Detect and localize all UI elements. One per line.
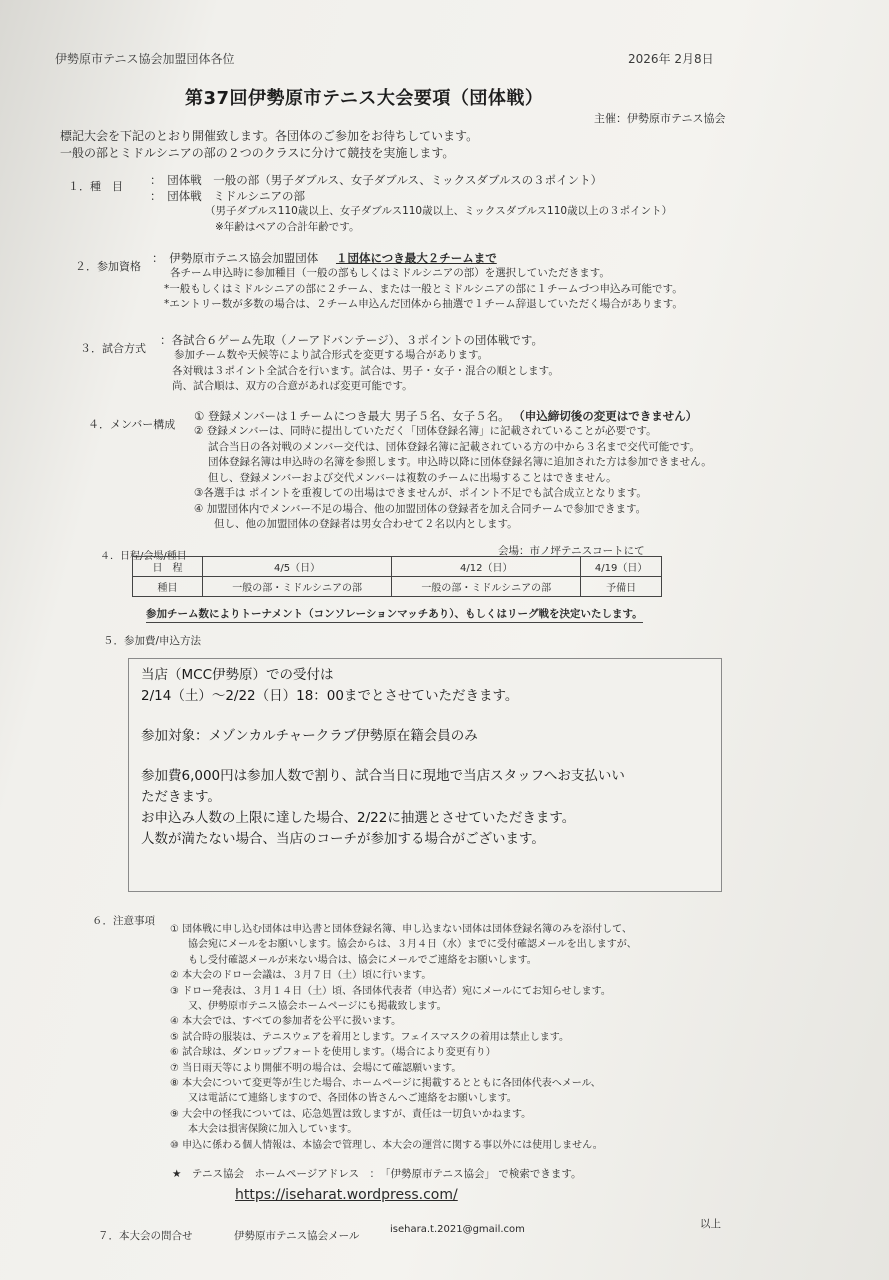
section-line: 但し、登録メンバーおよび交代メンバーは複数のチームに出場することはできません。 — [208, 471, 617, 484]
section-6-label: ６．注意事項 — [92, 915, 155, 927]
note-line: 本大会は損害保険に加入しています。 — [188, 1124, 358, 1136]
contact-name: 伊勢原市テニス協会メール — [234, 1230, 360, 1242]
note-line: ③ ドロー発表は、３月１４日（土）頃、各団体代表者（申込者）宛にメールにてお知らせします。 — [170, 985, 611, 997]
note-line: ① 団体戦に申し込む団体は申込書と団体登録名簿、申し込まない団体は団体登録名簿のみを添付して、 — [170, 924, 632, 935]
end-mark: 以上 — [700, 1218, 721, 1230]
note-line: ⑧ 本大会について変更等が生じた場合、ホームページに掲載するとともに各団体代表へメール、 — [170, 1078, 601, 1090]
team-limit-emphasis: １団体につき最大２チームまで — [335, 251, 497, 265]
table-header-cell: 日 程 — [133, 557, 203, 577]
notice-line: 参加費6,000円は参加人数で割り、試合当日に現地で当店スタッフへお支払いい — [141, 768, 625, 784]
section-6-body — [170, 922, 637, 1153]
section-4-body — [194, 408, 712, 533]
issue-date: 2026年 2月8日 — [628, 52, 714, 66]
section-line: 各対戦は３ポイント全試合を行います。試合は、男子・女子・混合の順とします。 — [172, 364, 559, 377]
section-2-label: ２．参加資格 — [75, 260, 141, 273]
note-line: ⑥ 試合球は、ダンロップフォートを使用します。（場合により変更有り） — [170, 1047, 496, 1059]
tournament-note: 参加チーム数によりトーナメント（コンソレーションマッチあり）、もしくはリーグ戦を決定いたします。 — [146, 606, 643, 623]
homepage-url-link[interactable]: https://iseharat.wordpress.com/ — [235, 1187, 458, 1203]
intro-line: 標記大会を下記のとおり開催致します。各団体のご参加をお待ちしています。 — [60, 129, 479, 143]
section-line: *エントリー数が多数の場合は、２チーム申込んだ団体から抽選で１チーム辞退していただく場合があります。 — [164, 298, 683, 310]
note-line: ⑨ 大会中の怪我については、応急処置は致しますが、責任は一切負いかねます。 — [170, 1108, 532, 1120]
section-line: 試合当日の各対戦のメンバー交代は、団体登録名簿に記載されている方の中から３名まで交代可能です。 — [208, 440, 700, 453]
note-line: ⑤ 試合時の服装は、テニスウェアを着用とします。フェイスマスクの着用は禁止します。 — [170, 1031, 569, 1043]
section-text: ① 登録メンバーは１チームにつき最大 男子５名、女子５名。 — [194, 409, 510, 423]
section-line: 各チーム申込時に参加種目（一般の部もしくはミドルシニアの部）を選択していただきます。 — [170, 267, 610, 279]
section-line: ③各選手は ポイントを重複しての出場はできませんが、ポイント不足でも試合成立となります。 — [194, 487, 647, 499]
notice-line: 人数が満たない場合、当店のコーチが参加する場合がございます。 — [141, 831, 545, 847]
note-line: ② 本大会のドロー会議は、３月７日（土）頃に行います。 — [170, 970, 432, 982]
schedule-label: ４．日程/会場/種目 — [100, 551, 187, 562]
table-cell: 一般の部・ミドルシニアの部 — [392, 577, 581, 597]
contact-label: ７．本大会の問合せ — [98, 1230, 193, 1242]
section-line: ：各試合６ゲーム先取（ノーアドバンテージ）、３ポイントの団体戦です。 — [160, 333, 543, 347]
section-line: ※年齢はペアの合計年齢です。 — [215, 220, 360, 233]
intro-text — [60, 128, 478, 162]
homepage-line: ★ テニス協会 ホームページアドレス ： 「伊勢原市テニス協会」 で検索できます。 — [172, 1168, 582, 1180]
section-line: *一般もしくはミドルシニアの部に２チーム、または一般とミドルシニアの部に１チームづつ申込み可能です。 — [164, 282, 683, 295]
section-text: ： 伊勢原市テニス協会加盟団体 — [152, 251, 319, 265]
section-3-label: ３．試合方式 — [80, 342, 146, 355]
member-change-emphasis: （申込締切後の変更はできません） — [513, 409, 698, 423]
notice-line: 当店（MCC伊勢原）での受付は — [141, 667, 334, 683]
document-title: 第37回伊勢原市テニス大会要項（団体戦） — [185, 88, 544, 109]
note-line: 協会宛にメールをお願いします。協会からは、３月４日（水）までに受付確認メールを出しますが、 — [188, 939, 637, 951]
section-line: （男子ダブルス110歳以上、女子ダブルス110歳以上、ミックスダブルス110歳以上の３ポイント） — [205, 205, 673, 217]
table-cell: 予備日 — [581, 577, 662, 597]
table-cell: 4/5（日） — [203, 557, 392, 577]
table-cell: 一般の部・ミドルシニアの部 — [203, 577, 392, 597]
section-3-body — [160, 332, 559, 395]
note-line: ⑩ 申込に係わる個人情報は、本協会で管理し、本大会の運営に関する事以外には使用しません。 — [170, 1139, 603, 1151]
contact-email: isehara.t.2021@gmail.com — [390, 1224, 525, 1235]
section-2-body — [152, 250, 683, 313]
addressee: 伊勢原市テニス協会加盟団体各位 — [55, 52, 235, 66]
section-4-label: ４．メンバー構成 — [88, 418, 176, 431]
note-line: もし受付確認メールが来ない場合は、協会にメールでご連絡をお願いします。 — [188, 954, 537, 966]
note-line: ④ 本大会では、すべての参加者を公平に扱います。 — [170, 1016, 402, 1028]
section-line — [152, 250, 683, 266]
application-notice-box — [128, 658, 722, 892]
section-line: ② 登録メンバーは、同時に提出していただく「団体登録名簿」に記載されていることが必要です。 — [194, 425, 657, 437]
section-1-body — [150, 172, 672, 235]
notice-line: お申込み人数の上限に達した場合、2/22に抽選とさせていただきます。 — [141, 810, 576, 826]
notice-line: 参加対象：メゾンカルチャークラブ伊勢原在籍会員のみ — [141, 728, 478, 744]
table-row — [133, 577, 662, 597]
table-cell: 4/12（日） — [392, 557, 581, 577]
section-line: ④ 加盟団体内でメンバー不足の場合、他の加盟団体の登録者を加え合同チームで参加できます。 — [194, 502, 647, 515]
notice-line: 2/14（土）～2/22（日）18：00までとさせていただきます。 — [141, 688, 519, 704]
table-row — [133, 557, 662, 577]
section-line: 尚、試合順は、双方の合意があれば変更可能です。 — [172, 380, 413, 392]
organizer: 主催：伊勢原市テニス協会 — [594, 112, 726, 125]
note-line: 又は電話にて連絡しますので、各団体の皆さんへご連絡をお願いします。 — [188, 1093, 517, 1105]
notice-line: ただきます。 — [141, 789, 221, 805]
intro-line: 一般の部とミドルシニアの部の２つのクラスに分けて競技を実施します。 — [60, 146, 455, 160]
section-line: ： 団体戦 ミドルシニアの部 — [150, 189, 305, 203]
section-line: 参加チーム数や天候等により試合形式を変更する場合があります。 — [174, 349, 489, 361]
section-1-label: １．種 目 — [68, 180, 123, 193]
section-line: ： 団体戦 一般の部（男子ダブルス、女子ダブルス、ミックスダブルスの３ポイント） — [150, 173, 603, 187]
note-line: 又、伊勢原市テニス協会ホームページにも掲載致します。 — [188, 1001, 447, 1013]
section-5-label: ５．参加費/申込方法 — [103, 635, 202, 647]
table-header-cell: 種目 — [133, 577, 203, 597]
table-cell: 4/19（日） — [581, 557, 662, 577]
venue: 会場：市ノ坪テニスコートにて — [498, 545, 645, 557]
schedule-table — [132, 556, 662, 597]
note-line: ⑦ 当日雨天等により開催不明の場合は、会場にて確認願います。 — [170, 1062, 462, 1074]
section-line: 団体登録名簿は申込時の名簿を参照します。申込時以降に団体登録名簿に追加された方は参加できません。 — [208, 456, 712, 468]
section-line: 但し、他の加盟団体の登録者は男女合わせて２名以内とします。 — [214, 518, 518, 530]
section-line — [194, 408, 712, 424]
